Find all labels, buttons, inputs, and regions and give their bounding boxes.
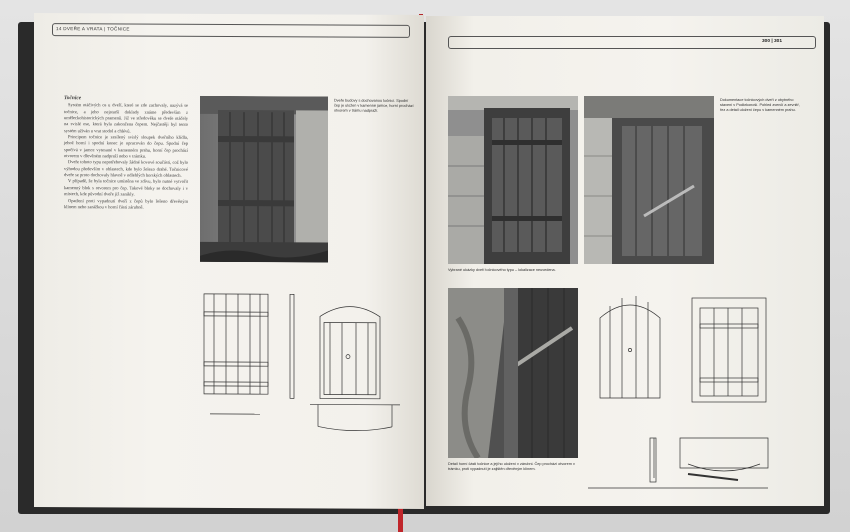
door-technical-drawing: [200, 286, 412, 437]
photo-caption: Dveře budovy s dochovanou točnicí. Spodní čep je uložen v kamenné jamce, horní prochází otvorem v trámu nadpraží.: [334, 98, 414, 113]
page-number: 300 | 301: [762, 39, 783, 44]
paragraph: Systém otáčivých os u dveří, které se zde zachovaly, nazývá se točnice, a jeho nejstarší doklady známe především z uměleckohistorických pramenů. Již ve středověku se dveře otáčely na svislé ose, která byla zakončena čepem. Nejčastěji byl tento systém užíván u vrat stodol a chlévů.: [64, 102, 188, 134]
paragraph: Dveře tohoto typu nepotřebovaly žádné kovové součásti, což bylo výhodou především v oblastech, kde bylo železo drahé. Točnicové dveře se proto dochovaly hlavně v odlehlých horských oblastech.: [64, 159, 188, 178]
photo-caption-bottom: Detail horní části točnice a jejího uložení v zárubni. Čep prochází otvorem v trámku, proti vypadnutí je zajištěn dřevěným klínem.: [448, 462, 575, 471]
running-head-bar: [448, 36, 816, 49]
paragraph: V případě, že byla točnice umístěna ve zdivu, bylo nutné vytvořit kamenný blok s otvorem pro čep. Takové bloky se dochovaly i v místech, kde původní dveře již zanikly.: [64, 178, 188, 197]
paragraph: Opatření proti vypadnutí dveří z čepů bylo řešeno dřevěným klínem nebo zarážkou v horní části zárubně.: [64, 197, 188, 210]
photo-caption-side: Dokumentace točnicových dveří z obytného stavení v Podkrkonoší. Pohled zvenčí a zevnitř, řez a detail uložení čepu v kamenném prahu.: [720, 98, 800, 112]
section-title: Točnice: [64, 95, 82, 102]
door-plan-drawing: [588, 288, 814, 498]
left-page: [34, 13, 424, 509]
running-head: 14 DVEŘE A VRATA | TOČNICE: [56, 26, 130, 32]
photo-caption-middle: Vybrané ukázky dveří točnicového typu – lokalizace neuvedena.: [448, 268, 556, 272]
door-photo-detail: [448, 288, 578, 458]
door-photo-old-wooden: [200, 96, 328, 263]
body-text: [64, 95, 188, 496]
door-photo-frame: [448, 96, 578, 264]
paragraph: Principem točnice je zesílený svislý sloupek dveřního křídla, jehož horní i spodní konec je opracován do čepu. Spodní čep spočívá v jamce vytesané v kamenném prahu, horní čep prochází otvorem v dřevěném nadpraží nebo v trámku.: [64, 134, 188, 159]
right-page: [426, 16, 824, 506]
door-photo-interior: [584, 96, 714, 264]
